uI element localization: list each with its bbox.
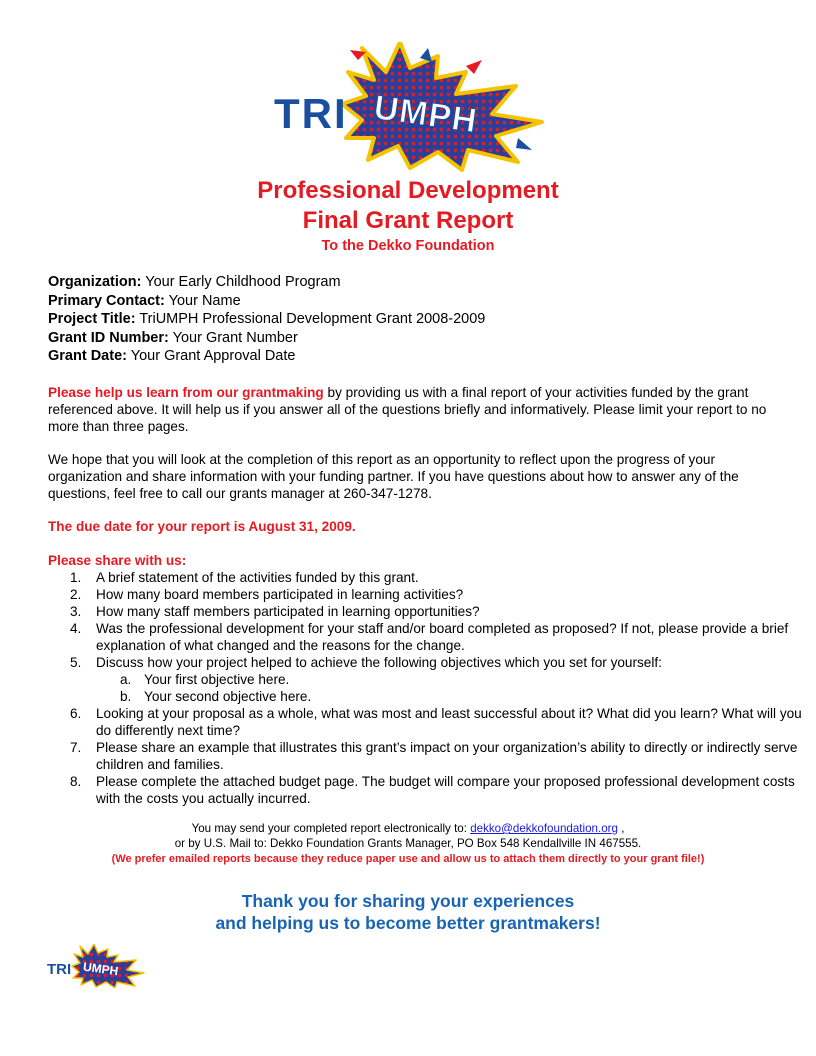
thanks-line-2: and helping us to become better grantmakers! [215,913,601,933]
list-item [70,603,816,620]
item-number: 3. [70,604,82,619]
intro-rest: by providing us with a final report of your activities funded by the grant referenced above. It will help us if you answer all of the questions briefly and informatively. Please limit your report to no more than three pages. [48,385,767,434]
send-text: You may send your completed report electronically to: [191,822,471,835]
send-text-end: , [617,822,625,835]
field-label: Project Title: [48,311,136,327]
logo-umph-text: UMPH [371,88,480,141]
intro-lead: Please help us learn from our grantmaking [48,385,324,400]
logo-small-tri-text: TRI [47,961,72,978]
list-item [70,773,816,807]
title-line-1: Professional Development [257,177,559,204]
field-label: Organization: [48,274,142,290]
email-preference-note: (We prefer emailed reports because they reduce paper use and allow us to attach them directly to your grant file!) [111,853,705,865]
list-item [70,586,816,603]
list-item [70,569,816,586]
triumph-logo-small [46,944,146,988]
field-label: Primary Contact: [48,292,165,309]
field-grant-id [48,329,485,348]
item-number: 6. [70,706,82,721]
due-date: The due date for your report is August 31, 2009. [48,519,356,534]
questions-list [48,569,816,807]
grant-fields [48,273,485,366]
item-number: 2. [70,587,82,602]
item-letter: a. [120,672,132,687]
title-line-2: Final Grant Report [302,207,514,234]
field-label: Grant Date: [48,348,127,364]
field-project-title [48,310,485,329]
field-organization [48,273,485,292]
thanks-line-1: Thank you for sharing your experiences [241,891,575,911]
title-line-3: To the Dekko Foundation [321,238,495,254]
field-grant-date [48,347,485,366]
item-number: 1. [70,570,82,585]
field-value: Your Grant Approval Date [130,348,296,364]
item-letter: b. [120,689,132,704]
field-value: Your Grant Number [172,329,298,346]
item-number: 4. [70,621,82,636]
objectives-list [96,671,816,705]
triumph-logo [270,42,550,172]
item-text: How many board members participated in learning activities? [96,587,464,602]
item-number: 7. [70,740,82,755]
field-value: Your Name [168,292,241,309]
item-text: Please complete the attached budget page. The budget will compare your proposed professional development costs with the costs you actually incurred. [96,774,795,806]
email-link[interactable]: dekko@dekkofoundation.org [470,822,618,835]
item-text: Was the professional development for your staff and/or board completed as proposed? If not, please provide a brief explanation of what changed and the reasons for the change. [96,621,789,653]
list-item [120,671,816,688]
send-electronic-line [0,822,816,837]
share-heading: Please share with us: [48,553,187,568]
list-item [70,654,816,705]
list-item [70,739,816,773]
list-item [70,705,816,739]
intro-paragraph [48,384,770,435]
reflection-paragraph: We hope that you will look at the completion of this report as an opportunity to reflect upon the progress of your organization and share information with your funding partner. If you have questions about how to answer any of the questions, feel free to call our grants manager at 260-347-1278. [48,452,739,501]
item-text: A brief statement of the activities funded by this grant. [96,570,419,585]
list-item [120,688,816,705]
logo-tri-text: TRI [274,90,348,137]
logo-small-umph-text: UMPH [82,959,120,979]
item-text: Please share an example that illustrates this grant’s impact on your organization’s ability to directly or indirectly serve children and families. [96,740,798,772]
field-label: Grant ID Number: [48,329,169,346]
list-item [70,620,816,654]
item-text: Discuss how your project helped to achieve the following objectives which you set for yourself: [96,655,662,670]
field-value: Your Early Childhood Program [145,274,341,290]
item-number: 8. [70,774,82,789]
field-value: TriUMPH Professional Development Grant 2008-2009 [139,311,486,327]
item-number: 5. [70,655,82,670]
item-text: Your first objective here. [144,672,290,687]
send-mail-line: or by U.S. Mail to: Dekko Foundation Grants Manager, PO Box 548 Kendallville IN 467555. [174,837,642,850]
item-text: Looking at your proposal as a whole, what was most and least successful about it? What did you learn? What will you do differently next time? [96,706,802,738]
field-primary-contact [48,292,485,311]
item-text: Your second objective here. [144,689,312,704]
item-text: How many staff members participated in learning opportunities? [96,604,480,619]
